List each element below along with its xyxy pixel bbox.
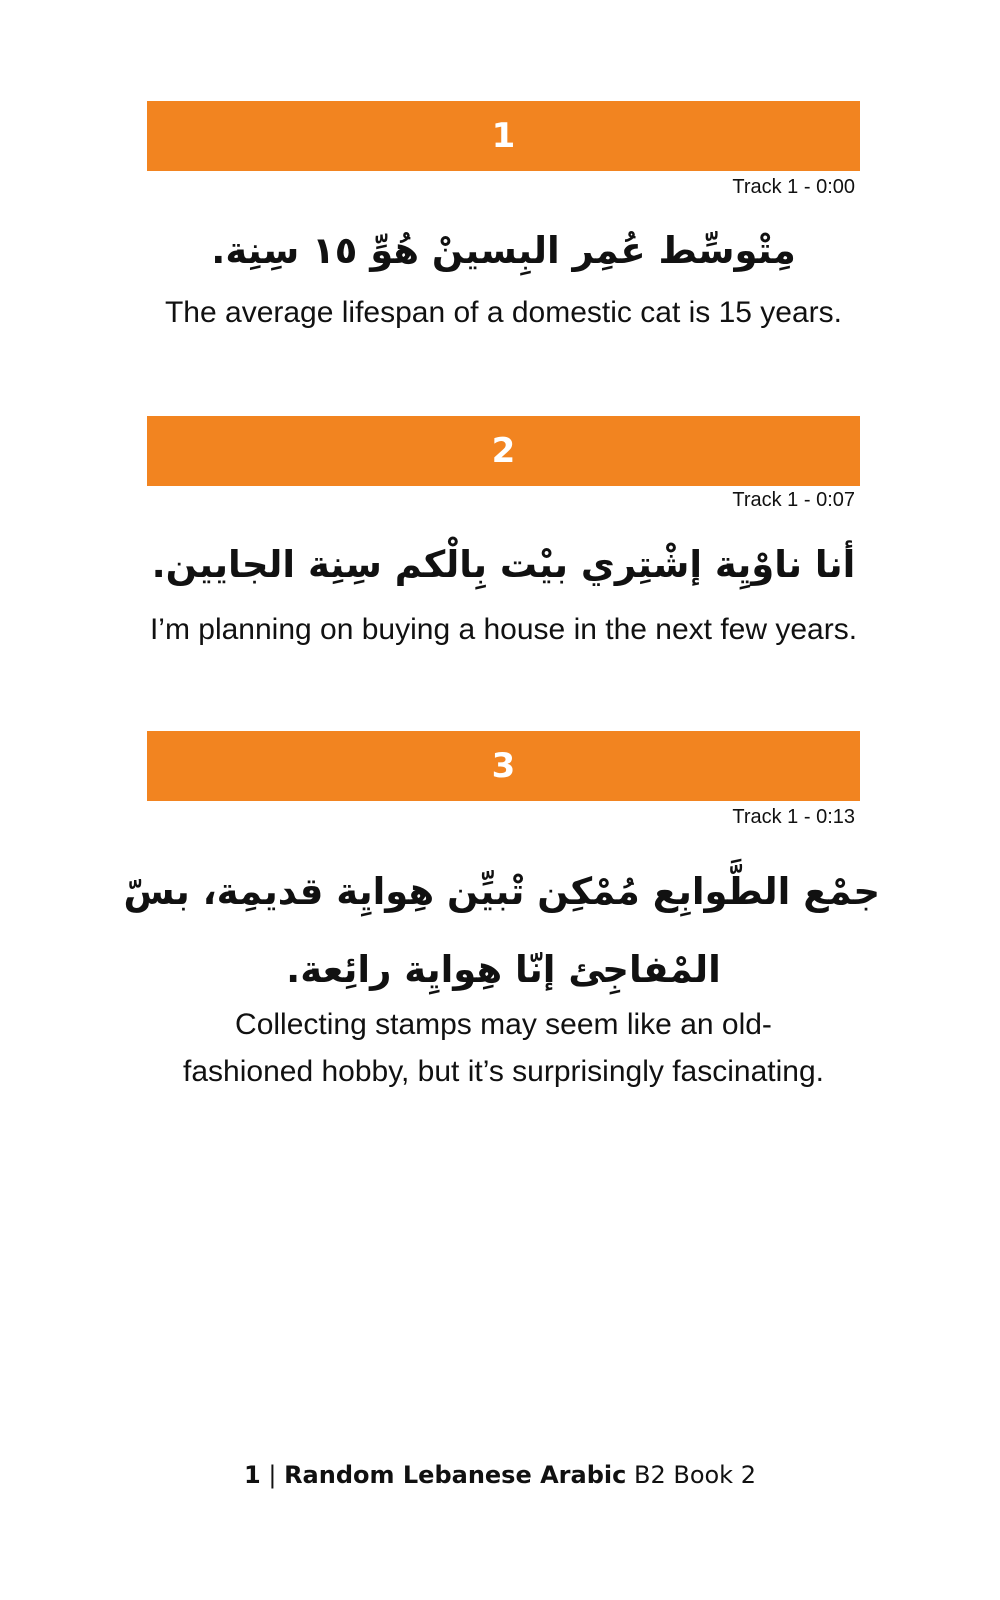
- audio-track-timestamp: Track 1 - 0:00: [732, 176, 855, 198]
- arabic-line: أنا ناوْيِة إشْتِري بيْت بِالْكم سِنِة الجايين.: [151, 543, 856, 586]
- entry-number: 2: [491, 431, 516, 471]
- arabic-sentence: [127, 223, 880, 279]
- english-translation: Collecting stamps may seem like an old-fashioned hobby, but it’s surprisingly fascinating.: [183, 1008, 824, 1088]
- book-level: B2 Book 2: [633, 1461, 756, 1489]
- entry-number-bar: [147, 731, 860, 801]
- arabic-sentence: [127, 537, 880, 593]
- english-translation: I’m planning on buying a house in the next few years.: [149, 613, 858, 646]
- page-footer: [0, 1458, 1000, 1492]
- footer-separator: |: [268, 1461, 277, 1489]
- arabic-line: مِتْوسِّط عُمِر البِسينْ هُوِّ ١٥ سِنِة.: [211, 229, 796, 272]
- audio-track-timestamp: Track 1 - 0:13: [732, 806, 855, 828]
- arabic-line: المْفاجِئ إنّا هِوايِة رائِعة.: [286, 948, 721, 991]
- arabic-line: جمْع الطَّوابِع مُمْكِن تْبيِّن هِوايِة قديمِة، بسّ: [123, 870, 880, 913]
- entry-number-bar: [147, 416, 860, 486]
- arabic-sentence: [123, 853, 880, 1009]
- entry-number: 3: [491, 746, 516, 786]
- page-number: 1: [244, 1461, 261, 1489]
- audio-track-timestamp: Track 1 - 0:07: [732, 489, 855, 511]
- book-title: Random Lebanese Arabic: [284, 1461, 627, 1489]
- entry-number-bar: [147, 101, 860, 171]
- entry-number: 1: [491, 116, 516, 156]
- english-translation: The average lifespan of a domestic cat is 15 years.: [164, 296, 843, 329]
